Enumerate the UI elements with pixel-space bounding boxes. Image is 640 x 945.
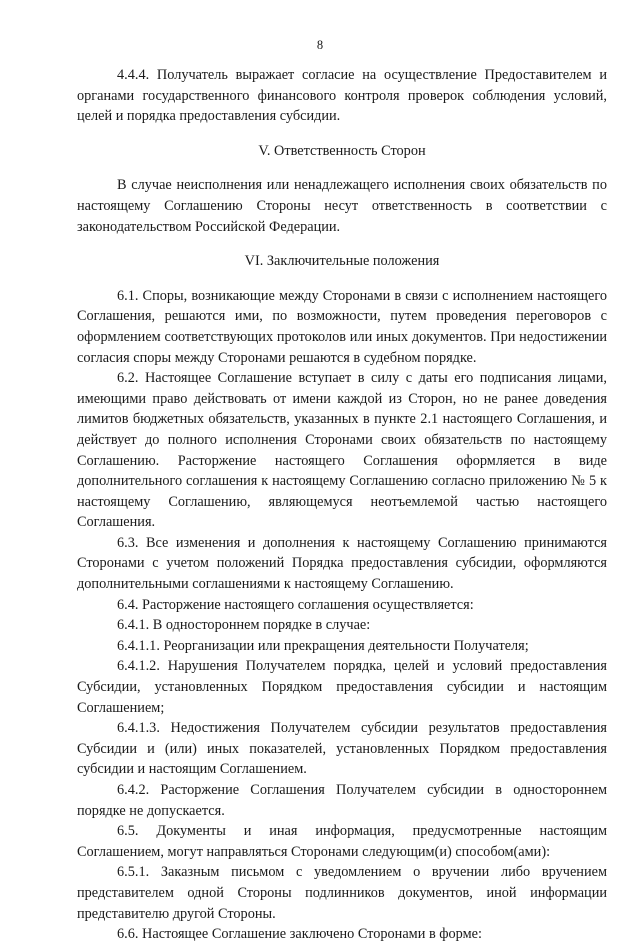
paragraph-6-4-2: 6.4.2. Расторжение Соглашения Получателем субсидии в одностороннем порядке не допускается. — [77, 782, 607, 819]
paragraph-6-4: 6.4. Расторжение настоящего соглашения осуществляется: — [117, 596, 474, 613]
paragraph-responsibility: В случае неисполнения или ненадлежащего исполнения своих обязательств по настоящему Соглашению Стороны несут ответственность в соответствии с законодательством Российской Федерации. — [77, 177, 607, 235]
paragraph-6-5-1: 6.5.1. Заказным письмом с уведомлением о вручении либо вручением представителем одной Стороны подлинников документов, иной информации представителю другой Стороны. — [77, 864, 607, 922]
document-body — [77, 65, 607, 945]
paragraph-6-2: 6.2. Настоящее Соглашение вступает в силу с даты его подписания лицами, имеющими право действовать от имени каждой из Сторон, но не ранее доведения лимитов бюджетных обязательств, указанных в пункте 2.1 настоящего Соглашения, и действует до полного исполнения Сторонами своих обязательств по настоящему Соглашению. Расторжение настоящего Соглашения оформляется в виде дополнительного соглашения к настоящему Соглашению согласно приложению № 5 к настоящему Соглашению, являющемуся неотъемлемой частью настоящего Соглашения. — [77, 370, 607, 531]
paragraph-6-3: 6.3. Все изменения и дополнения к настоящему Соглашению принимаются Сторонами с учетом положений Порядка предоставления субсидии, оформляются дополнительными соглашениями к настоящему Соглашению. — [77, 534, 607, 593]
paragraph-6-1: 6.1. Споры, возникающие между Сторонами в связи с исполнением настоящего Соглашения, решаются ими, по возможности, путем проведения переговоров с оформлением соответствующих протоколов или иных документов. При недостижении согласия споры между Сторонами решаются в судебном порядке. — [77, 287, 607, 366]
paragraph-6-4-1-1: 6.4.1.1. Реорганизации или прекращения деятельности Получателя; — [117, 637, 529, 654]
section-heading-final-provisions: VI. Заключительные положения — [244, 253, 440, 270]
paragraph-6-6: 6.6. Настоящее Соглашение заключено Сторонами в форме: — [117, 926, 482, 943]
paragraph-6-4-1-3: 6.4.1.3. Недостижения Получателем субсидии результатов предоставления Субсидии и (или) иных показателей, установленных Порядком предоставления субсидии и настоящим Соглашением. — [77, 720, 607, 778]
paragraph-6-5: 6.5. Документы и иная информация, предусмотренные настоящим Соглашением, могут направляться Сторонами следующим(и) способом(ами): — [77, 823, 607, 860]
section-heading-responsibility: V. Ответственность Сторон — [258, 142, 426, 159]
paragraph-6-4-1-2: 6.4.1.2. Нарушения Получателем порядка, целей и условий предоставления Субсидии, установленных Порядком предоставления субсидии и настоящим Соглашением; — [77, 658, 607, 716]
paragraph-4-4-4: 4.4.4. Получатель выражает согласие на осуществление Предоставителем и органами государственного финансового контроля проверок соблюдения условий, целей и порядка предоставления субсидии. — [77, 67, 607, 125]
page-number: 8 — [316, 38, 324, 52]
paragraph-6-4-1: 6.4.1. В одностороннем порядке в случае: — [117, 617, 371, 634]
